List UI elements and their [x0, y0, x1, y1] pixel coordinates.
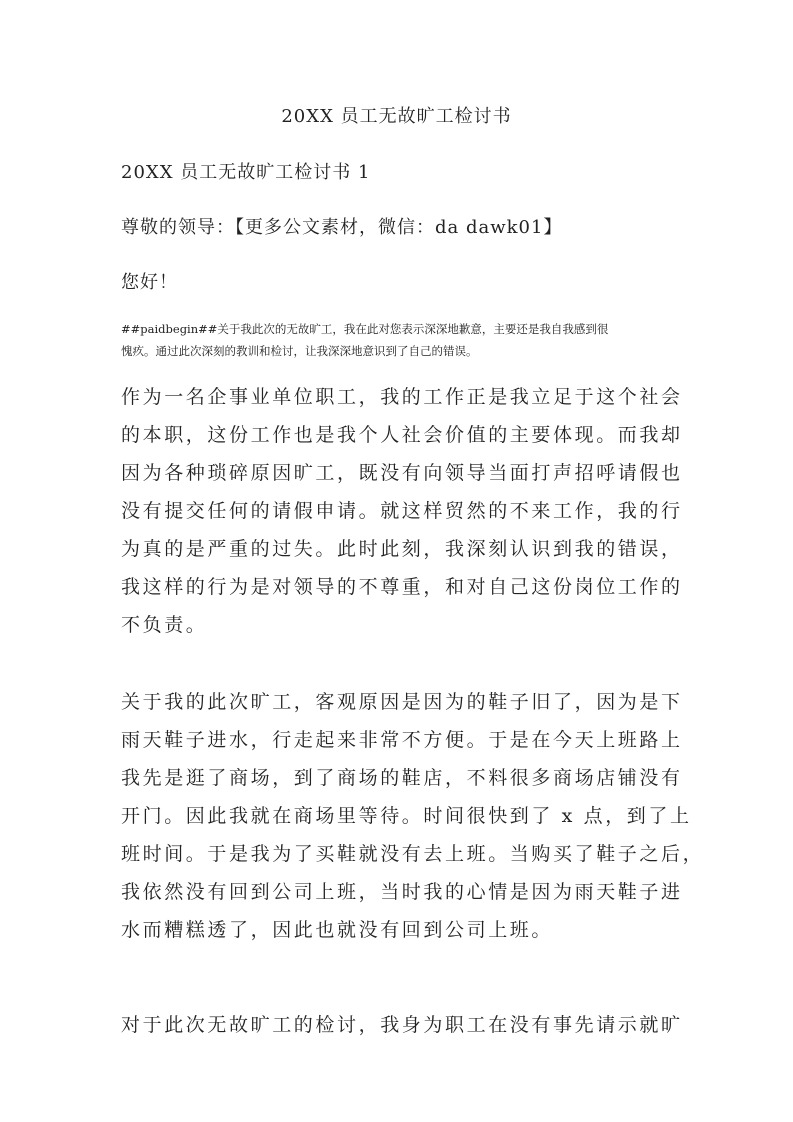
- paragraph-line: 我这样的行为是对领导的不尊重，和对自己这份岗位工作的: [121, 576, 683, 598]
- paragraph-line: 开门。因此我就在商场里等待。时间很快到了 x 点，到了上: [121, 805, 692, 827]
- document-subtitle: 20XX 员工无故旷工检讨书 1: [121, 162, 371, 183]
- paragraph-line: 不负责。: [121, 614, 208, 636]
- paragraph-line: 关于我的此次旷工，客观原因是因为的鞋子旧了，因为是下: [121, 691, 683, 713]
- document-title: 20XX 员工无故旷工检讨书: [281, 106, 512, 127]
- intro-line: 愧疚。通过此次深刻的教训和检讨，让我深深地意识到了自己的错误。: [121, 344, 478, 358]
- paragraph-line: 班时间。于是我为了买鞋就没有去上班。当购买了鞋子之后，: [121, 843, 705, 865]
- paragraph-line: 没有提交任何的请假申请。就这样贸然的不来工作，我的行: [121, 500, 683, 522]
- paragraph-line: 我先是逛了商场，到了商场的鞋店，不料很多商场店铺没有: [121, 767, 683, 789]
- paragraph-line: 的本职，这份工作也是我个人社会价值的主要体现。而我却: [121, 424, 683, 446]
- paragraph-1: [121, 378, 681, 644]
- paragraph-line: 为真的是严重的过失。此时此刻，我深刻认识到我的错误，: [121, 538, 683, 560]
- paragraph-line: 对于此次无故旷工的检讨，我身为职工在没有事先请示就旷: [121, 1014, 683, 1036]
- intro-line: ##paidbegin##关于我此次的无故旷工，我在此对您表示深深地歉意，主要还是我自我感到很: [121, 322, 609, 336]
- paragraph-line: 作为一名企事业单位职工，我的工作正是我立足于这个社会: [121, 386, 683, 408]
- paragraph-line: 我依然没有回到公司上班，当时我的心情是因为雨天鞋子进: [121, 881, 683, 903]
- intro-paragraph: [121, 318, 676, 362]
- paragraph-3: [121, 1006, 681, 1044]
- salutation: 尊敬的领导：【更多公文素材，微信：da dawk01】: [121, 217, 563, 238]
- paragraph-line: 水而糟糕透了，因此也就没有回到公司上班。: [121, 919, 554, 941]
- paragraph-line: 雨天鞋子进水，行走起来非常不方便。于是在今天上班路上: [121, 729, 683, 751]
- greeting: 您好！: [121, 272, 178, 293]
- paragraph-2: [121, 683, 705, 949]
- paragraph-line: 因为各种琐碎原因旷工，既没有向领导当面打声招呼请假也: [121, 462, 683, 484]
